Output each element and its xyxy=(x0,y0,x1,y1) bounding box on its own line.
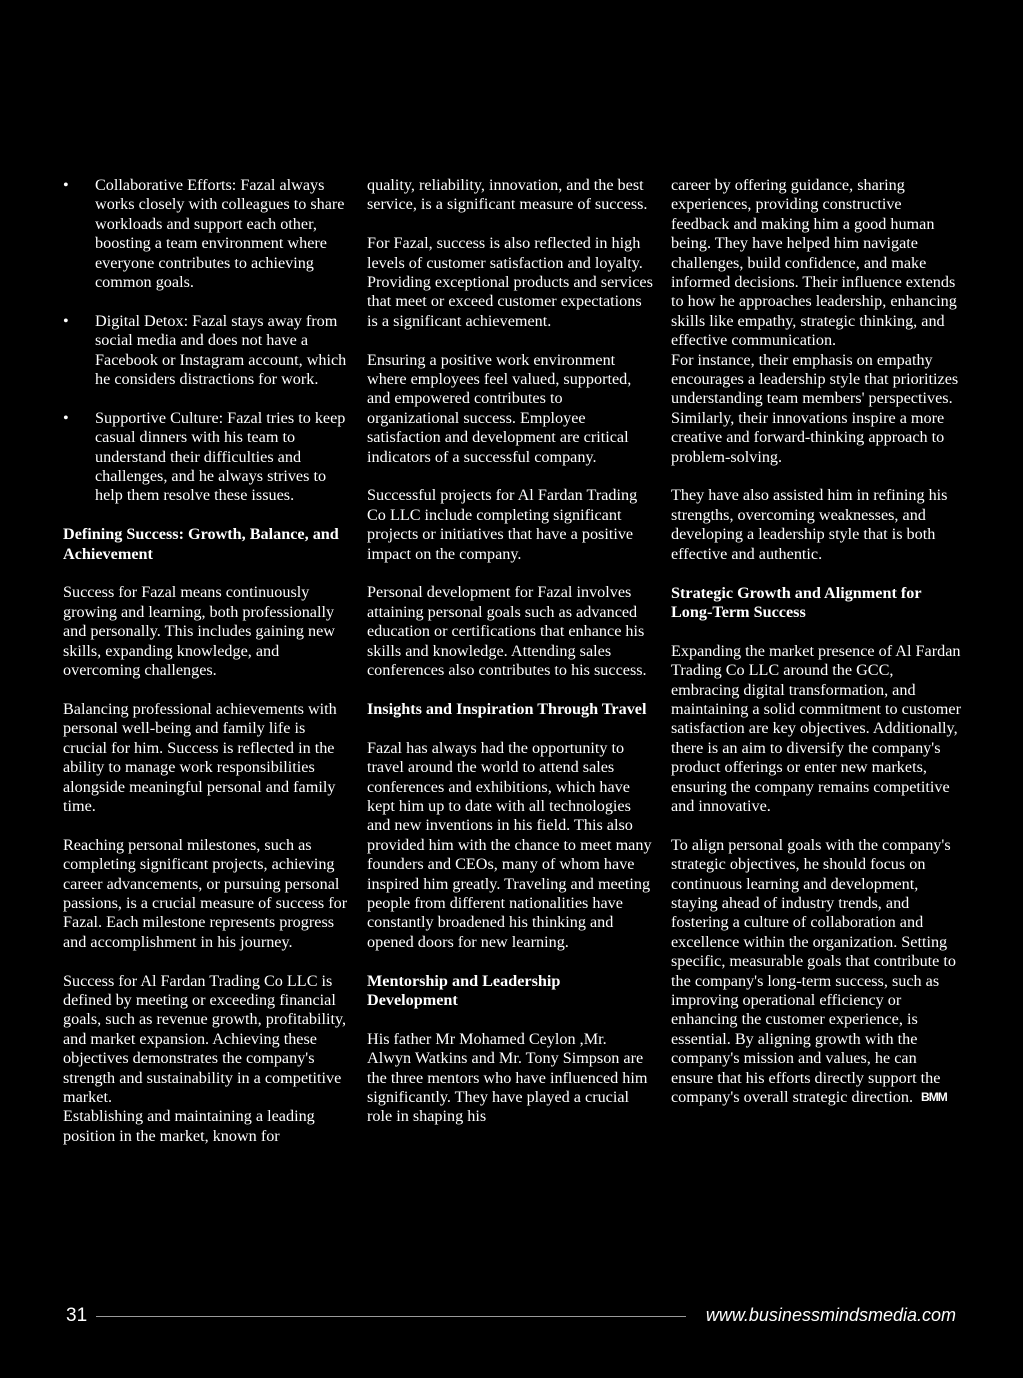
bullet-dot-icon: • xyxy=(63,176,69,194)
paragraph: They have also assisted him in refining his strengths, overcoming weaknesses, and developing a leadership style that is both effective and authentic. xyxy=(671,486,948,563)
paragraph: Success for Fazal means continuously growing and learning, both professionally and personally. This includes gaining new skills, expanding knowledge, and overcoming challenges. xyxy=(63,583,335,680)
paragraph: career by offering guidance, sharing experiences, providing constructive feedback and making him a good human being. They have helped him navigate challenges, build confidence, and make informed decisions. Their influence extends to how he approaches leadership, enhancing skills like empathy, strategic thinking, and effective communication. xyxy=(671,176,957,350)
paragraph: Personal development for Fazal involves attaining personal goals such as advanced education or certifications that enhance his skills and knowledge. Attending sales conferences also contributes to his success. xyxy=(367,583,647,680)
end-mark-logo: BMM xyxy=(921,1090,947,1105)
paragraph: For Fazal, success is also reflected in high levels of customer satisfaction and loyalty. Providing exceptional products and services that meet or exceed customer expectations is a significant achievement. xyxy=(367,234,653,330)
section-heading: Defining Success: Growth, Balance, and Achievement xyxy=(63,525,339,563)
bullet-item: • Collaborative Efforts: Fazal always works closely with colleagues to share workloads and support each other, boosting a team environment where everyone contributes to achieving common goals. xyxy=(63,176,345,292)
paragraph: For instance, their emphasis on empathy encourages a leadership style that prioritizes understanding team members' perspectives. Similarly, their innovations inspire a more creative and forward-thinking approach to problem-solving. xyxy=(671,350,959,466)
section-heading: Insights and Inspiration Through Travel xyxy=(367,699,647,718)
section-heading: Strategic Growth and Alignment for Long-Term Success xyxy=(671,583,922,621)
bullet-item: • Digital Detox: Fazal stays away from social media and does not have a Facebook or Instagram account, which he considers distractions for work. xyxy=(63,311,347,389)
bullet-item: • Supportive Culture: Fazal tries to keep casual dinners with his team to understand their difficulties and challenges, and he always strives to help them resolve these issues. xyxy=(63,408,346,505)
paragraph: Success for Al Fardan Trading Co LLC is defined by meeting or exceeding financial goals, such as revenue growth, profitability, and market expansion. Achieving these objectives demonstrates the company's strength and sustainability in a competitive market. xyxy=(63,971,347,1106)
page-number: 31 xyxy=(66,1305,88,1326)
paragraph: Successful projects for Al Fardan Trading Co LLC include completing significant projects or initiatives that have a positive impact on the company. xyxy=(367,486,638,563)
paragraph: Fazal has always had the opportunity to travel around the world to attend sales conferences and exhibitions, which have kept him up to date with all technologies and new inventions in his field. This also provided him with the chance to meet many founders and CEOs, many of whom have inspired him greatly. Traveling and meeting people from different nationalities have constantly broadened his thinking and opened doors for new learning. xyxy=(367,738,652,951)
bullet-list xyxy=(63,176,348,506)
paragraph: Reaching personal milestones, such as completing significant projects, achieving career advancements, or pursuing personal passions, is a crucial measure of success for Fazal. Each milestone represents progress and accomplishment in his journey. xyxy=(63,835,348,951)
bullet-dot-icon: • xyxy=(63,408,69,427)
page-footer xyxy=(0,1300,1023,1332)
paragraph: Balancing professional achievements with personal well-being and family life is crucial for him. Success is reflected in the ability to manage work responsibilities alongside meaningful personal and family time. xyxy=(63,699,337,815)
paragraph: His father Mr Mohamed Ceylon ,Mr. Alwyn Watkins and Mr. Tony Simpson are the three mentors who have influenced him significantly. They have played a crucial role in shaping his xyxy=(367,1029,648,1126)
article-column-3 xyxy=(671,176,961,1127)
section-heading: Mentorship and Leadership Development xyxy=(367,971,561,1009)
bullet-dot-icon: • xyxy=(63,311,69,330)
paragraph: Expanding the market presence of Al Fardan Trading Co LLC around the GCC, embracing digital transformation, and maintaining a solid commitment to customer satisfaction are key objectives. Additionally, there is an aim to diversify the company's product offerings or enter new markets, ensuring the company remains competitive and innovative. xyxy=(671,641,961,815)
paragraph: Ensuring a positive work environment where employees feel valued, supported, and empowered contributes to organizational success. Employee satisfaction and development are critical indicators of a successful company. xyxy=(367,350,632,466)
article-column-1 xyxy=(63,176,348,1166)
paragraph: Establishing and maintaining a leading position in the market, known for xyxy=(63,1107,315,1145)
article-column-2 xyxy=(367,176,653,1146)
footer-divider xyxy=(96,1316,686,1317)
paragraph: To align personal goals with the company's strategic objectives, he should focus on continuous learning and development, staying ahead of industry trends, and fostering a culture of collaboration and excellence within the organization. Setting specific, measurable goals that contribute to the company's long-term success, such as improving operational efficiency or enhancing the customer experience, is essential. By aligning growth with the company's mission and values, he can ensure that his efforts directly support the company's overall strategic direction. BMM xyxy=(671,835,956,1107)
website-url: www.businessmindsmedia.com xyxy=(705,1305,956,1325)
paragraph: quality, reliability, innovation, and the best service, is a significant measure of success. xyxy=(367,176,648,214)
